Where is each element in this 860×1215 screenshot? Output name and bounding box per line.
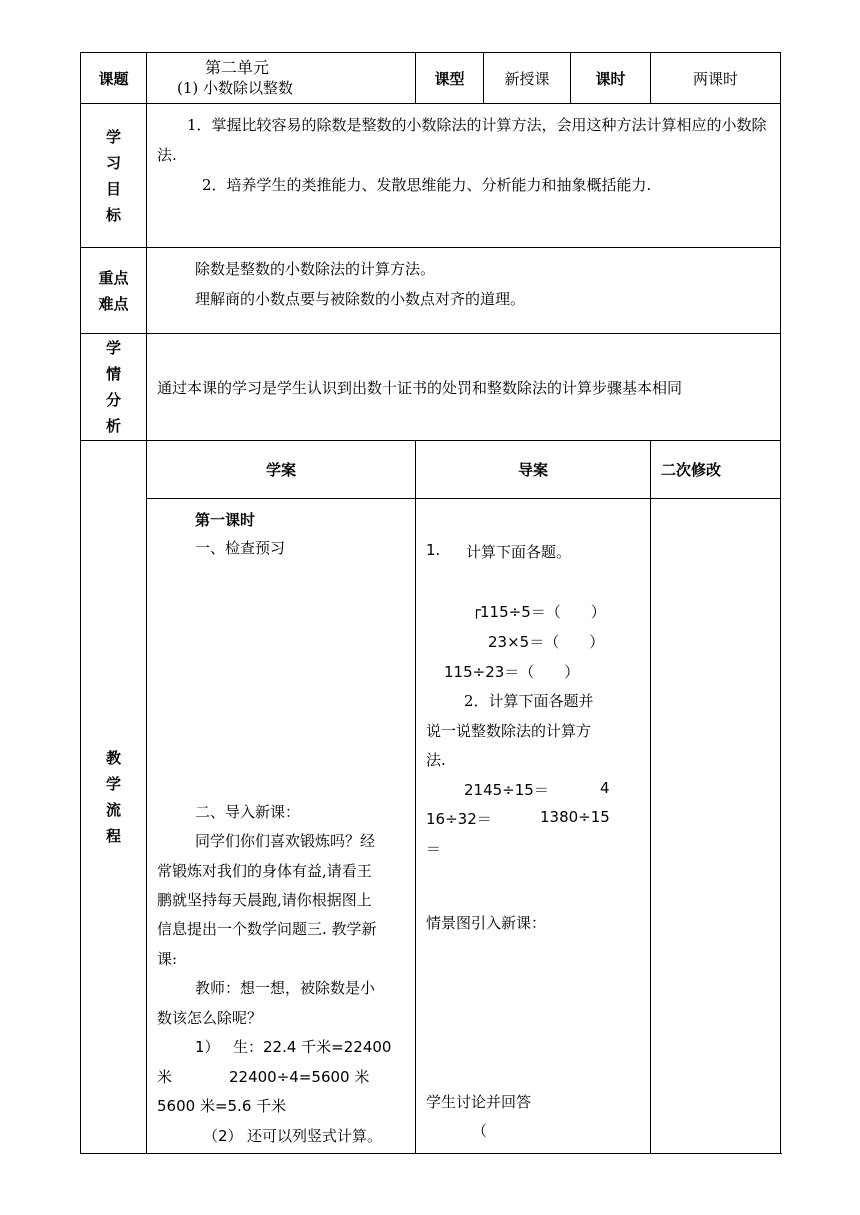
process-label: [81, 441, 147, 1154]
guide-plan-content: [416, 499, 651, 1154]
type-label: 课型: [416, 53, 484, 104]
goals-label-char: 习: [105, 153, 121, 172]
discussion-text: 学生讨论并回答: [426, 1093, 532, 1111]
guide-1-text: 计算下面各题。: [466, 543, 572, 561]
revision-header: 二次修改: [651, 441, 781, 499]
revision-content: [651, 499, 781, 1154]
process-label-char: 教: [105, 749, 121, 767]
analysis-label-char: 情: [105, 365, 121, 383]
topic-label: 课题: [81, 53, 147, 104]
guide-2-line3: 法.: [426, 751, 446, 769]
teacher-text-1: 教师：想一想，被除数是小: [195, 979, 376, 997]
process-label-char: 程: [105, 827, 121, 845]
analysis-label-char: 学: [105, 339, 121, 357]
calc-2-start: 4: [600, 779, 610, 797]
unit-line1: 第二单元: [205, 58, 270, 77]
key-point-2: 理解商的小数点要与被除数的小数点对齐的道理。: [195, 290, 526, 308]
hours-value: 两课时: [651, 53, 781, 104]
method-1-number: 1）: [195, 1038, 220, 1056]
guide-1-number: 1.: [426, 541, 441, 559]
bracket-mark: ┌: [472, 601, 482, 619]
intro-text-1: 同学们你们喜欢锻炼吗？经: [195, 832, 376, 850]
goals-row: [81, 104, 781, 248]
key-points-row: [81, 248, 781, 334]
guide-2-line1: 2．计算下面各题并: [464, 692, 594, 710]
analysis-label-char: 分: [105, 391, 121, 409]
method-2-number: （2）: [203, 1127, 243, 1145]
analysis-label: [81, 334, 147, 441]
type-value: 新授课: [484, 53, 571, 104]
process-label-char: 学: [105, 775, 121, 793]
lesson-plan-table: [80, 52, 781, 1154]
guide-2-line2: 说一说整数除法的计算方: [426, 722, 592, 740]
calc-2-rest: 16÷32＝: [426, 810, 492, 828]
goals-label-char: 学: [105, 127, 121, 146]
analysis-row: [81, 334, 781, 441]
goals-content: [147, 104, 781, 248]
method-1-result: 5600 米=5.6 千米: [157, 1097, 287, 1115]
goal-2: 2．培养学生的类推能力、发散思维能力、分析能力和抽象概括能力.: [202, 176, 652, 194]
hours-label: 课时: [571, 53, 651, 104]
intro-scene-text: 情景图引入新课：: [426, 914, 547, 932]
open-paren: （: [472, 1122, 488, 1140]
process-label-char: 流: [105, 801, 121, 819]
calc-1: 2145÷15＝: [464, 781, 549, 799]
section-preview: 一、检查预习: [195, 539, 286, 557]
header-row: [81, 53, 781, 104]
intro-text-4: 信息提出一个数学问题三. 教学新: [157, 920, 377, 938]
goal-1: 1．掌握比较容易的除数是整数的小数除法的计算方法，会用这种方法计算相应的小数除法.: [157, 116, 767, 164]
period-title: 第一课时: [195, 511, 256, 529]
study-plan-header: 学案: [147, 441, 416, 499]
key-point-1: 除数是整数的小数除法的计算方法。: [195, 260, 436, 278]
study-plan-content: [147, 499, 416, 1154]
exercise-1: 115÷5＝（ ）: [480, 603, 606, 621]
unit-title: [147, 53, 416, 104]
method-1-calc: 22400÷4=5600 米: [229, 1068, 370, 1086]
teacher-text-2: 数该怎么除呢？: [157, 1009, 263, 1027]
method-2-text: 还可以列竖式计算。: [247, 1127, 383, 1145]
goals-label-char: 目: [105, 179, 121, 198]
goals-label-char: 标: [105, 205, 121, 224]
analysis-content: 通过本课的学习是学生认识到出数十证书的处罚和整数除法的计算步骤基本相同: [147, 334, 781, 441]
process-header-row: [81, 441, 781, 499]
exercise-3: 115÷23＝（ ）: [444, 663, 580, 681]
exercise-2: 23×5＝（ ）: [488, 633, 605, 651]
goals-label: [81, 104, 147, 248]
section-intro: 二、导入新课：: [195, 803, 301, 821]
method-1-text: 生：22.4 千米=22400: [233, 1038, 392, 1056]
method-1-unit: 米: [157, 1068, 173, 1086]
calc-3-equals: ＝: [426, 840, 442, 858]
process-body-row: [81, 499, 781, 1154]
analysis-label-char: 析: [105, 417, 121, 435]
unit-line2: (1) 小数除以整数: [177, 79, 294, 97]
intro-text-3: 鹏就坚持每天晨跑,请你根据图上: [157, 891, 372, 909]
guide-plan-header: 导案: [416, 441, 651, 499]
key-points-label: [81, 248, 147, 334]
intro-text-5: 课:: [157, 950, 178, 968]
key-points-label-line: 难点: [98, 294, 129, 313]
intro-text-2: 常锻炼对我们的身体有益,请看王: [157, 862, 372, 880]
key-points-label-line: 重点: [98, 268, 129, 287]
key-points-content: [147, 248, 781, 334]
calc-3: 1380÷15: [540, 808, 610, 826]
